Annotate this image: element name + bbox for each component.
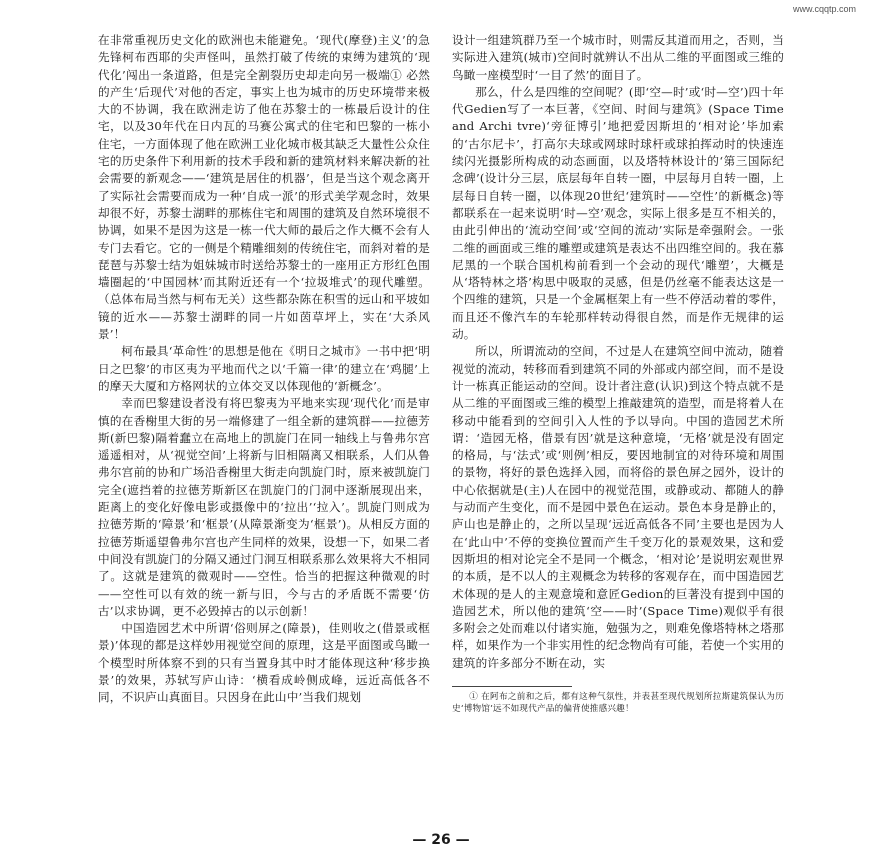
paragraph: 那么，什么是四维的空间呢？(即‘空—时’或‘时—空’)四十年代Gedien写了一本巨著，《空间、时间与建筑》(Space Time and Archi tvre)‘旁征博引’地把爱因斯坦的‘相对论’毕加索的‘古尔尼卡’，打高尔夫球或网球时球杆或球拍挥动时的快速连续闪光摄影所构成的动态画面，以及塔特林设计的‘第三国际纪念碑’(设计分三层，底层每年自转一圈，中层每月自转一圈，上层每日自转一圈，以体现20世纪‘建筑时——空性’的新概念)等都联系在一起来说明‘时—空’观念，实际上很多是互不相关的，由此引伸出的‘流动空间’或‘空间的流动’实际是牵强附会。一张二维的画面或三维的雕塑或建筑是表达不出四维空间的。我在慕尼黑的一个联合国机构前看到一个会动的现代‘雕塑’，大概是从‘塔特林之塔’构思中吸取的灵感，但是仍丝毫不能表达这是一个四维的建筑，只是一个金属框架上有一些不停活动着的零件，而且还不像汽车的车轮那样转动得很自然，而是作无规律的运动。 <box>452 84 784 342</box>
page-number: — 26 — <box>412 832 470 848</box>
paragraph: 中国造园艺术中所谓‘俗则屏之(障景)，佳则收之(借景或框景)’体现的都是这样妙用视觉空间的原理，这是平面图或鸟瞰一个模型时所体察不到的只有当置身其中时才能体现这种‘移步换景’的效果，苏轼写庐山诗：‘横看成岭侧成峰，远近高低各不同，不识庐山真面目。只因身在此山中’当我们规划 <box>98 621 430 705</box>
document-page <box>98 32 784 848</box>
paragraph: 柯布最具‘革命性’的思想是他在《明日之城市》一书中把‘明日之巴黎’的市区夷为平地而代之以‘千篇一律’的建立在‘鸡腿’上的摩天大厦和方格网状的立体交叉以体现他的‘新概念’。 <box>98 344 430 393</box>
left-column <box>98 32 430 715</box>
paragraph: 幸而巴黎建设者没有将巴黎夷为平地来实现‘现代化’而是审慎的在香榭里大街的另一端修建了一组全新的建筑群——拉德芳斯(新巴黎)隔着蠢立在高地上的凯旋门在同一轴线上与鲁弗尔宫遥遥相对，从‘视觉空间’上将新与旧相隔离又相联系，人们从鲁弗尔宫前的协和广场沿香榭里大街走向凯旋门时，原来被凯旋门完全(遮挡着的拉德芳斯新区在凯旋门的门洞中逐渐展现出来，距离上的变化好像电影或摄像中的‘拉出’‘拉入’。凯旋门则成为拉德芳斯的‘障景’和‘框景’(从障景渐变为‘框景’)。从相反方面的拉德芳斯遥望鲁弗尔宫也产生同样的效果，设想一下，如果二者中间没有凯旋门的分隔又通过门洞互相联系那么效果将大不相同了。这就是建筑的微观时——空性。恰当的把握这种微观的时——空性可以有效的统一新与旧，今与古的矛盾既不需要‘仿古’以求协调，更不必毁掉古的以示创新！ <box>98 396 430 618</box>
paragraph: 所以，所谓流动的空间，不过是人在建筑空间中流动，随着视觉的流动，转移而看到建筑不同的外部或内部空间，而不是设计一栋真正能运动的空间。设计者注意(认识)到这个特点就不是从二维的平面图或三维的模型上推敲建筑的造型，而是将着人在移动中能看到的空间引入人性的予以导向。中国的造园艺术所谓：‘造园无格，借景有因’就是这种意境，‘无格’就是没有固定的格局，与‘法式’或‘则例’相反，要因地制宜的对待环境和周围的景物，将好的景色选择入园，而将俗的景色屏之园外，设计的中心依据就是(主)人在园中的视觉范围，或静或动、都随人的静与动而产生变化，而不是园中景色在运动。景色本身是静止的，庐山也是静止的，之所以呈现‘远近高低各不同’主要也是因为人在‘此山中’不停的变换位置而产生千变万化的景观效果，这和爱因斯坦的相对论完全不是同一个概念，‘相对论’是说明宏观世界的本质，是不以人的主观概念为转移的客观存在，而中国造园艺术体现的是人的主观意境和意匠Gedion的巨著没有提到中国的造园艺术，所以他的建筑‘空——时’(Space Time)观似乎有很多附会之处而难以付诸实施，勉强为之，则难免像塔特林之塔那样，如果作为一个非实用性的纪念物尚有可能，若使一个实用的建筑的许多部分不断在动，实 <box>452 344 784 670</box>
paragraph: 在非常重视历史文化的欧洲也未能避免。‘现代(摩登)主义’的急先锋柯布西耶的尖声怪叫，虽然打破了传统的束缚为建筑的‘现代化’闯出一条道路，但是完全割裂历史却走向另一极端① 必然的产生‘后现代’对他的否定，事实上也为城市的历史环境带来极大的不协调，我在欧洲走访了他在苏黎士的一栋最后设计的住宅，以及30年代在日内瓦的马赛公寓式的住宅和巴黎的一栋小住宅，一方面体现了他在欧洲工业化城市极其缺乏大量性公众住宅的历史条件下利用新的技术手段和新的建筑材料来解决新的社会需要的新观念——‘建筑是居住的机器’，但是当这个观念离开了实际社会需要而成为一种‘自成一派’的形式美学观念时，效果却很不好，苏黎士湖畔的那栋住宅和周围的建筑及自然环境很不协调，如果不是因为这是一栋一代大师的最后之作大概不会有人专门去看它。它的一侧是个精雕细刻的传统住宅，而斜对着的是琵琶与苏黎士结为姐妹城市时送给苏黎士的一座用正方形红色围墙圈起的‘中国园林’而其附近还有一个‘拉圾堆式’的现代雕塑。（总体布局当然与柯布无关）这些都杂陈在积雪的远山和平坡如镜的近水——苏黎士湖畔的同一片如茵草坪上，实在‘大杀风景’！ <box>98 33 430 342</box>
paragraph: 设计一组建筑群乃至一个城市时，则需反其道而用之，否则，当实际进入建筑(城市)空间时就辨认不出从二维的平面图或三维的鸟瞰一座模型时‘一目了然’的面目了。 <box>452 33 784 82</box>
footnote: ① 在阿布之前和之后，都有这种气氛性，并表甚至现代规划所拉斯建筑保认为历史‘博物馆’远不如现代产品的偏背使推感兴趣！ <box>452 691 784 714</box>
watermark: www.cqqtp.com <box>792 4 856 14</box>
right-column <box>452 32 784 715</box>
text-columns <box>98 32 784 715</box>
